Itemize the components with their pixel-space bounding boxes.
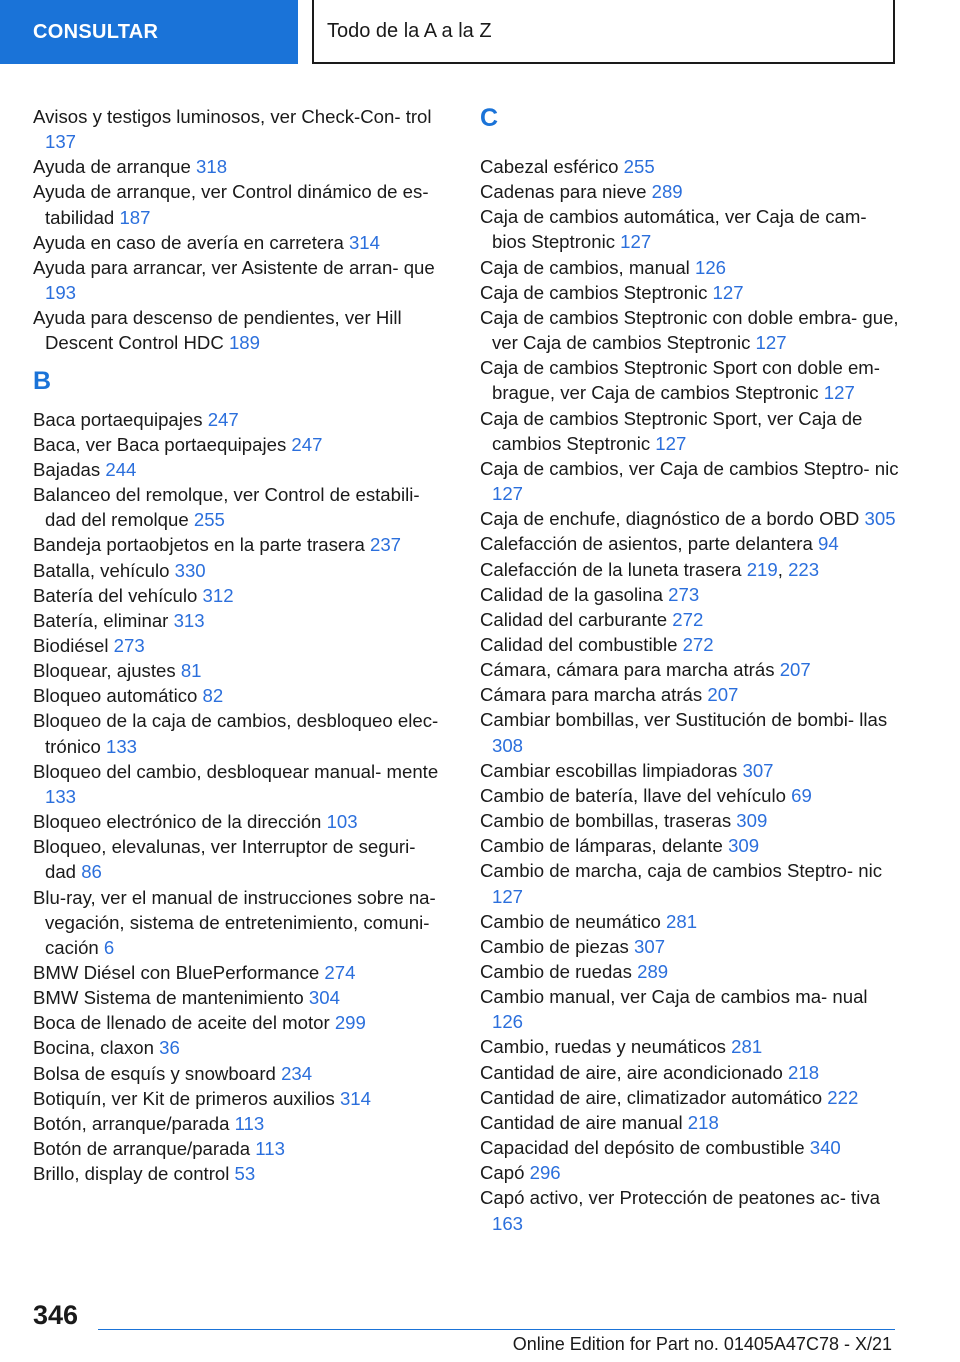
- index-entry: [33, 633, 451, 658]
- index-entry-text: Calidad de la gasolina: [480, 583, 663, 605]
- index-entry-text: Capacidad del depósito de combustible: [480, 1137, 805, 1159]
- page-link[interactable]: 318: [196, 156, 228, 178]
- page-link[interactable]: 274: [324, 962, 356, 983]
- page-link[interactable]: 133: [45, 785, 77, 807]
- page-link[interactable]: 308: [492, 734, 524, 756]
- page-link[interactable]: 207: [779, 659, 811, 681]
- index-entry: [33, 230, 451, 255]
- index-entry-text: Bloqueo, elevalunas, ver Interruptor de seguri- dad: [33, 836, 416, 883]
- index-column-right: [480, 104, 900, 1236]
- index-entry-text: Bolsa de esquís y snowboard: [33, 1062, 276, 1084]
- index-entry-text: BMW Sistema de mantenimiento: [33, 987, 304, 1009]
- index-entry: [33, 809, 451, 834]
- page-link[interactable]: 222: [827, 1086, 859, 1108]
- index-entry: [33, 583, 451, 608]
- index-entry: [480, 1085, 900, 1110]
- page-link[interactable]: 314: [339, 1087, 371, 1109]
- index-entry-text: Botón, arranque/parada: [33, 1112, 230, 1134]
- page-link[interactable]: 289: [637, 961, 669, 982]
- index-entry-text: BMW Diésel con BluePerformance: [33, 962, 320, 983]
- page-link[interactable]: 187: [119, 206, 151, 228]
- page-link[interactable]: 113: [234, 1112, 265, 1134]
- index-entry-text: Ayuda para arrancar, ver Asistente de arran- que: [33, 256, 435, 278]
- index-entry: [33, 1035, 451, 1060]
- index-entry-text: Cambio manual, ver Caja de cambios ma- nual: [480, 986, 868, 1008]
- section-tab[interactable]: [0, 0, 298, 64]
- page-link[interactable]: 127: [655, 432, 687, 454]
- index-entry-text: Cantidad de aire manual: [480, 1111, 683, 1133]
- index-entry: [480, 406, 900, 456]
- index-entry-text: Caja de cambios Steptronic con doble embra- gue, ver Caja de cambios Steptronic: [480, 306, 899, 354]
- page-link[interactable]: 127: [620, 231, 652, 253]
- page-link[interactable]: 223: [788, 558, 820, 580]
- section-label: CONSULTAR: [33, 20, 159, 43]
- index-entry-text: Cámara, cámara para marcha atrás: [480, 659, 775, 681]
- index-entry: [480, 154, 900, 179]
- index-entry: [480, 707, 900, 757]
- index-entry-text: Balanceo del remolque, ver Control de estabili- dad del remolque: [33, 484, 420, 531]
- index-entry-text: Bajadas: [33, 458, 101, 480]
- page-link[interactable]: 126: [492, 1011, 524, 1033]
- index-entry: [33, 1061, 451, 1086]
- page-link[interactable]: 247: [207, 408, 239, 430]
- index-entry: [480, 858, 900, 908]
- page-link[interactable]: 314: [348, 231, 380, 253]
- page-link[interactable]: 127: [492, 483, 524, 505]
- page-link[interactable]: 127: [492, 885, 524, 907]
- index-entry-text: Botón de arranque/parada: [33, 1138, 251, 1160]
- chapter-header: [312, 0, 895, 64]
- index-entry: [33, 457, 451, 482]
- index-entry-text: Blu-ray, ver el manual de instrucciones sobre na- vegación, sistema de entretenimiento, comuni- cación: [33, 886, 436, 958]
- index-entry: [33, 532, 451, 557]
- index-entry: [33, 255, 451, 305]
- page-link[interactable]: 255: [193, 509, 225, 531]
- index-entry-text: Bandeja portaobjetos en la parte trasera: [33, 534, 365, 556]
- index-entry: [33, 407, 451, 432]
- page-link[interactable]: 234: [281, 1062, 313, 1084]
- index-entry: [480, 909, 900, 934]
- page-link[interactable]: 272: [682, 633, 714, 655]
- index-entry: [480, 607, 900, 632]
- page-link[interactable]: 189: [228, 332, 260, 354]
- index-column-left: [33, 104, 451, 1186]
- index-entry: [480, 1110, 900, 1135]
- index-entry-text: Cambiar bombillas, ver Sustitución de bombi- llas: [480, 709, 888, 731]
- index-entry-text: Cantidad de aire, aire acondicionado: [480, 1061, 783, 1083]
- index-entry: [480, 758, 900, 783]
- index-entry: [480, 682, 900, 707]
- index-entry-text: Cantidad de aire, climatizador automático: [480, 1086, 823, 1108]
- index-entry-text: Baca portaequipajes: [33, 408, 203, 430]
- page-link[interactable]: 255: [623, 156, 655, 177]
- index-entry-text: Caja de cambios, manual: [480, 256, 690, 278]
- index-entry-text: Baca, ver Baca portaequipajes: [33, 433, 287, 455]
- index-entry: [33, 658, 451, 683]
- index-entry-text: Caja de cambios, ver Caja de cambios Steptro- nic: [480, 457, 899, 479]
- page-link[interactable]: 53: [234, 1163, 256, 1185]
- index-entry-text: Calidad del combustible: [480, 633, 678, 655]
- index-entry-text: Caja de cambios Steptronic: [480, 281, 708, 303]
- index-entry: [33, 1010, 451, 1035]
- index-entry: [480, 506, 900, 531]
- page-link[interactable]: 137: [45, 131, 77, 153]
- page-number: 346: [33, 1300, 79, 1330]
- index-entry-text: Cambio de marcha, caja de cambios Steptro- nic: [480, 860, 883, 882]
- page-link[interactable]: 69: [791, 784, 812, 806]
- index-entry: [33, 482, 451, 532]
- index-entry-text: Caja de cambios Steptronic Sport, ver Caja de cambios Steptronic: [480, 407, 863, 454]
- page-link[interactable]: 273: [113, 634, 145, 656]
- page-link[interactable]: 299: [334, 1012, 366, 1034]
- index-entry: [33, 834, 451, 884]
- index-entry: [480, 179, 900, 204]
- index-entry: [480, 1160, 900, 1185]
- index-entry-text: Cámara para marcha atrás: [480, 684, 703, 706]
- page-link[interactable]: 237: [369, 534, 402, 556]
- index-entry: [480, 783, 900, 808]
- index-entry: [33, 432, 451, 457]
- page-link[interactable]: 309: [736, 810, 768, 832]
- index-entry: [480, 1034, 900, 1059]
- index-entry-text: Cabezal esférico: [480, 156, 619, 177]
- footer-edition: Online Edition for Part no. 01405A47C78 - X/21: [512, 1334, 892, 1354]
- index-entry-text: Capó: [480, 1162, 525, 1184]
- index-entry: [33, 1086, 451, 1111]
- page-link[interactable]: 193: [45, 282, 77, 304]
- index-entry: [33, 104, 451, 154]
- page-link[interactable]: 6: [103, 936, 115, 958]
- index-entry-text: Biodiésel: [33, 634, 109, 656]
- page-link[interactable]: 113: [255, 1138, 285, 1160]
- page-link[interactable]: 307: [634, 935, 666, 957]
- index-entry: [33, 1136, 451, 1161]
- page-link[interactable]: 82: [202, 685, 224, 707]
- page-link[interactable]: 244: [105, 458, 137, 480]
- index-entry: [480, 657, 900, 682]
- page-link[interactable]: 247: [291, 433, 323, 455]
- page-link[interactable]: 219: [746, 558, 778, 580]
- index-entry: [33, 558, 451, 583]
- page-link[interactable]: 218: [687, 1111, 719, 1133]
- index-entry-text: Capó activo, ver Protección de peatones ac- tiva: [480, 1187, 880, 1209]
- index-entry: [33, 985, 451, 1010]
- index-entry: [33, 179, 451, 229]
- index-entry-text: Cambio de lámparas, delante: [480, 835, 723, 857]
- index-entry-text: Calidad del carburante: [480, 608, 668, 630]
- index-entry: [480, 934, 900, 959]
- footer-rule: [98, 1329, 895, 1330]
- index-entry: [33, 1161, 451, 1186]
- page-link[interactable]: 304: [308, 987, 340, 1009]
- index-entry: [33, 608, 451, 633]
- page-link[interactable]: 133: [105, 735, 138, 757]
- page-link[interactable]: 126: [694, 256, 727, 278]
- page-link[interactable]: 207: [707, 684, 739, 706]
- index-entry-text: Cambio, ruedas y neumáticos: [480, 1036, 726, 1058]
- page-link[interactable]: 94: [818, 533, 839, 555]
- index-entry: [33, 1111, 451, 1136]
- index-entry: [480, 1135, 900, 1160]
- index-entry: [480, 833, 900, 858]
- index-entry-text: Ayuda de arranque, ver Control dinámico de es- tabilidad: [33, 181, 429, 228]
- index-entry: [480, 959, 900, 984]
- page-link[interactable]: 272: [672, 608, 704, 630]
- page-link[interactable]: 81: [180, 660, 202, 682]
- index-entry-text: Brillo, display de control: [33, 1163, 230, 1185]
- index-entry-text: Bloquear, ajustes: [33, 660, 176, 682]
- page-link[interactable]: 281: [731, 1036, 763, 1058]
- page-link[interactable]: 330: [174, 559, 206, 581]
- page-link[interactable]: 36: [159, 1037, 180, 1059]
- index-entry-text: Ayuda de arranque: [33, 156, 191, 178]
- index-entry-text: Botiquín, ver Kit de primeros auxilios: [33, 1087, 335, 1109]
- index-entry-text: Cambio de neumático: [480, 910, 661, 932]
- page-link[interactable]: 127: [712, 281, 744, 303]
- page-link[interactable]: 273: [668, 583, 700, 605]
- index-entry: [33, 885, 451, 960]
- index-entry-text: Calefacción de asientos, parte delantera: [480, 533, 813, 555]
- index-entry: [480, 456, 900, 506]
- index-entry: [480, 204, 900, 254]
- index-entry: [480, 280, 900, 305]
- index-letter-c: C: [480, 104, 499, 132]
- index-entry: [480, 984, 900, 1034]
- index-entry-text: Cambio de ruedas: [480, 961, 632, 982]
- index-entry-text: Caja de cambios automática, ver Caja de cam- bios Steptronic: [480, 206, 867, 253]
- page-link[interactable]: 127: [823, 382, 855, 404]
- index-entry: [33, 960, 451, 985]
- index-entry-text: Cambio de bombillas, traseras: [480, 810, 732, 832]
- page-link[interactable]: 281: [666, 910, 698, 932]
- index-entry: [480, 531, 900, 556]
- index-entry: [480, 255, 900, 280]
- index-letter-b: B: [33, 366, 52, 395]
- index-entry-text: Caja de cambios Steptronic Sport con doble em- brague, ver Caja de cambios Steptronic: [480, 357, 880, 404]
- page-link[interactable]: 305: [864, 508, 896, 530]
- index-entry-text: Batería, eliminar: [33, 609, 169, 631]
- page-link[interactable]: 340: [809, 1137, 841, 1159]
- index-entry: [33, 683, 451, 708]
- index-entry: [480, 1060, 900, 1085]
- index-entry: [480, 632, 900, 657]
- index-entry: [33, 759, 451, 809]
- index-entry-text: Bloqueo de la caja de cambios, desbloqueo elec- trónico: [33, 710, 439, 757]
- page-link[interactable]: 309: [728, 835, 760, 857]
- index-entry: [33, 708, 451, 758]
- index-group-c: [480, 154, 900, 1236]
- index-entry: [480, 808, 900, 833]
- index-entry-text: Cadenas para nieve: [480, 181, 647, 203]
- page-link[interactable]: 296: [529, 1162, 561, 1184]
- index-group-a: [33, 104, 451, 356]
- index-entry-text: Bloqueo automático: [33, 685, 198, 707]
- index-entry: Calefacción de la luneta trasera 219, 223: [480, 558, 820, 580]
- index-entry-text: Ayuda para descenso de pendientes, ver Hill Descent Control HDC: [33, 307, 402, 354]
- index-entry-text: Bocina, claxon: [33, 1037, 154, 1059]
- index-entry: [480, 305, 900, 355]
- index-entry: [33, 305, 451, 355]
- index-entry-text: Batería del vehículo: [33, 584, 198, 606]
- index-group-b: [33, 407, 451, 1187]
- page-link[interactable]: 163: [492, 1212, 524, 1234]
- page-link[interactable]: 86: [81, 861, 102, 883]
- index-entry-text: Cambio de piezas: [480, 935, 629, 957]
- page-link[interactable]: 307: [742, 759, 774, 781]
- index-entry-text: Caja de enchufe, diagnóstico de a bordo OBD: [480, 508, 860, 530]
- page-link[interactable]: 312: [202, 584, 234, 606]
- chapter-title: Todo de la A a la Z: [327, 19, 492, 42]
- index-entry-text: Boca de llenado de aceite del motor: [33, 1012, 330, 1034]
- index-entry: [33, 154, 451, 179]
- index-entry-text: Batalla, vehículo: [33, 559, 170, 581]
- index-entry: [480, 355, 900, 405]
- index-entry-text: Cambio de batería, llave del vehículo: [480, 784, 786, 806]
- index-entry: [480, 582, 900, 607]
- index-entry-text: Cambiar escobillas limpiadoras: [480, 759, 738, 781]
- index-entry-text: Calefacción de la luneta trasera: [480, 558, 742, 580]
- page-link[interactable]: 289: [651, 181, 683, 203]
- index-entry-text: Bloqueo electrónico de la dirección: [33, 811, 322, 833]
- index-entry: [480, 1185, 900, 1235]
- page-link[interactable]: 103: [326, 811, 358, 833]
- page-link[interactable]: 313: [173, 609, 205, 631]
- index-entry-text: Ayuda en caso de avería en carretera: [33, 231, 344, 253]
- page-link[interactable]: 127: [755, 332, 787, 354]
- index-entry-text: Avisos y testigos luminosos, ver Check-Con- trol: [33, 106, 432, 127]
- index-entry-text: Bloqueo del cambio, desbloquear manual- mente: [33, 760, 439, 782]
- page-link[interactable]: 218: [788, 1061, 820, 1083]
